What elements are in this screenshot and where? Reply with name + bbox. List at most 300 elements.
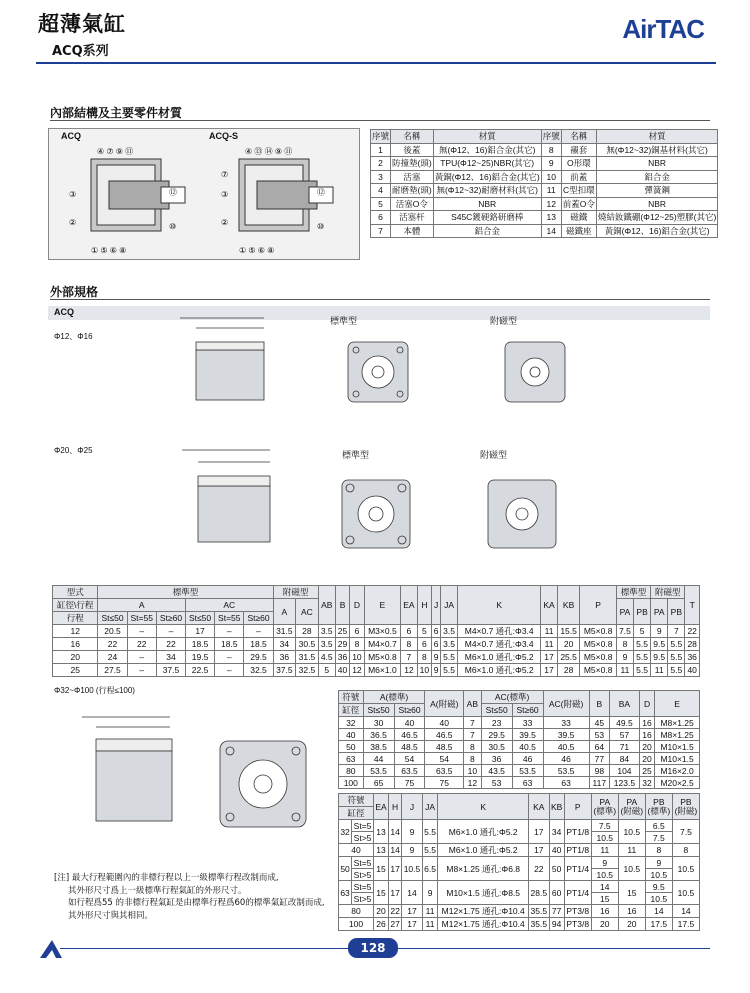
table-cell: 94 xyxy=(549,918,564,931)
table-cell: 8 xyxy=(645,844,672,857)
table-cell: 11 xyxy=(618,844,645,857)
table-cell: 14 xyxy=(402,881,423,905)
table-cell: 17 xyxy=(541,651,558,664)
table-cell: 13 xyxy=(373,820,388,844)
header-divider xyxy=(36,62,716,64)
table-cell: 8 xyxy=(672,844,699,857)
table-cell: 3.5 xyxy=(318,625,335,638)
table-cell: 50 xyxy=(549,857,564,881)
note-line: 如行程爲55 的非標行程氣缸是由標準行程爲60的標準氣缸改制而成, xyxy=(68,898,325,908)
table-cell: M20×2.5 xyxy=(655,777,700,789)
table-cell: 40 xyxy=(394,717,425,729)
table-cell: 23 xyxy=(481,717,512,729)
spec-table-big-2 xyxy=(338,793,700,931)
table-row xyxy=(339,741,700,753)
table-cell: – xyxy=(215,625,244,638)
table-cell: 40 xyxy=(339,729,364,741)
table-cell: M3×0.5 xyxy=(364,625,401,638)
table-cell: M5×0.8 xyxy=(580,638,617,651)
table-cell: 22 xyxy=(685,625,700,638)
table-cell: 活塞 xyxy=(391,170,434,184)
table-cell: 19.5 xyxy=(186,651,215,664)
table-cell: 11 xyxy=(591,844,618,857)
table-cell: 32.5 xyxy=(244,664,273,677)
table-cell: 後蓋 xyxy=(391,143,434,157)
h-t: St=55 xyxy=(127,612,156,625)
table-cell: 8 xyxy=(541,143,561,157)
table-cell: St>5 xyxy=(352,832,374,844)
table-cell: 5 xyxy=(417,625,431,638)
h-ac2: AC(附磁) xyxy=(543,691,589,717)
svg-text:②: ② xyxy=(221,218,229,227)
table-cell: 5.5 xyxy=(441,651,458,664)
table-cell: 16 xyxy=(639,729,654,741)
table-cell: M6×1.0 通孔:Φ5.2 xyxy=(458,664,541,677)
footnote xyxy=(54,872,325,922)
h-ac1: AC(標準) xyxy=(481,691,543,704)
table-cell: 9 xyxy=(591,857,618,869)
acqs-label: ACQ-S xyxy=(209,131,238,141)
table-cell: 25.5 xyxy=(557,651,580,664)
table-cell: M5×0.8 xyxy=(580,664,617,677)
h-a1: A(標準) xyxy=(363,691,425,704)
table-cell: 46 xyxy=(512,753,543,765)
table-cell: 75 xyxy=(425,777,464,789)
table-cell: 14 xyxy=(389,820,402,844)
table-cell: PT1/8 xyxy=(564,844,591,857)
table-cell: 32 xyxy=(339,717,364,729)
h-t: St≤50 xyxy=(186,612,215,625)
table-cell: 磁鐵座 xyxy=(561,224,596,238)
table-cell: 10.5 xyxy=(672,857,699,881)
h-col: JA xyxy=(441,586,458,625)
table-cell: 10.5 xyxy=(618,820,645,844)
acq-label: ACQ xyxy=(61,131,81,141)
h3: K xyxy=(438,794,529,820)
table-row xyxy=(339,729,700,741)
table-cell: 34 xyxy=(273,638,296,651)
table-cell: 39.5 xyxy=(512,729,543,741)
table-cell: 10 xyxy=(541,170,561,184)
table-cell: 77 xyxy=(549,905,564,918)
table-cell: 14 xyxy=(541,224,561,238)
table-cell: 36 xyxy=(481,753,512,765)
table-cell: M6×1.0 通孔:Φ5.2 xyxy=(438,844,529,857)
svg-text:① ⑤ ⑥ ⑧: ① ⑤ ⑥ ⑧ xyxy=(91,246,127,255)
table-cell: St>5 xyxy=(352,869,374,881)
table-cell: 10.5 xyxy=(645,893,672,905)
table-row xyxy=(371,170,718,184)
table-cell: 8 xyxy=(350,638,364,651)
table-cell: 63 xyxy=(543,777,589,789)
table-cell: – xyxy=(127,625,156,638)
table-cell: 5.5 xyxy=(634,638,651,651)
h-bore: 缸徑 xyxy=(339,807,374,820)
table-cell: M16×2.0 xyxy=(655,765,700,777)
table-cell: 38.5 xyxy=(363,741,394,753)
table-cell: 11 xyxy=(422,905,438,918)
table-cell: 10 xyxy=(464,765,482,777)
table-cell: 20 xyxy=(639,741,654,753)
table-cell: 30.5 xyxy=(481,741,512,753)
table-cell: 17 xyxy=(389,857,402,881)
table-cell: 6 xyxy=(401,625,418,638)
h3: JA xyxy=(422,794,438,820)
table-cell: S45C鍍硬鉻研磨棒 xyxy=(433,211,541,225)
table-cell: 無(Φ12、16)鋁合金(其它) xyxy=(433,143,541,157)
table-cell: 32 xyxy=(339,820,352,844)
table-cell: 8 xyxy=(417,651,431,664)
table-cell: M8×1.25 通孔:Φ6.8 xyxy=(438,857,529,881)
table-cell: 29.5 xyxy=(481,729,512,741)
table-cell: 98 xyxy=(589,765,609,777)
table-cell: 33 xyxy=(543,717,589,729)
table-cell: 43.5 xyxy=(481,765,512,777)
table-cell: 6 xyxy=(432,625,441,638)
table-cell: PT1/8 xyxy=(564,820,591,844)
table-cell: 9 xyxy=(541,157,561,171)
table-cell: 10.5 xyxy=(591,869,618,881)
table-cell: 10.5 xyxy=(402,857,423,881)
size-big-label: Φ32~Φ100 (行程≤100) xyxy=(54,686,135,695)
table-cell: 7 xyxy=(401,651,418,664)
table-cell: 6 xyxy=(417,638,431,651)
table-cell: 40.5 xyxy=(512,741,543,753)
table-cell: 25 xyxy=(335,625,349,638)
table-cell: 8 xyxy=(401,638,418,651)
table-cell: M12×1.75 通孔:Φ10.4 xyxy=(438,905,529,918)
table-cell: 13 xyxy=(541,211,561,225)
table-cell: 8 xyxy=(616,638,633,651)
table-cell: 5.5 xyxy=(424,845,436,855)
svg-text:⑫: ⑫ xyxy=(317,188,325,197)
table-cell: M8×1.25 xyxy=(655,717,700,729)
table-cell: 13 xyxy=(373,844,388,857)
table-cell: M5×0.8 xyxy=(580,651,617,664)
table-cell: 5.5 xyxy=(422,820,438,844)
h3: P xyxy=(564,794,591,820)
table-cell: 前蓋O令 xyxy=(562,198,595,209)
table-row xyxy=(339,753,700,765)
table-cell: 17 xyxy=(402,905,423,918)
table-cell: 40 xyxy=(549,844,564,857)
table-cell: 18.5 xyxy=(244,638,273,651)
size-mid-label: Φ20、Φ25 xyxy=(54,446,93,455)
svg-text:① ⑤ ⑥ ⑧: ① ⑤ ⑥ ⑧ xyxy=(239,246,275,255)
table-cell: 22.5 xyxy=(186,664,215,677)
table-cell: 100 xyxy=(339,918,374,931)
table-cell: 50 xyxy=(339,741,364,753)
spec-table-big-1 xyxy=(338,690,700,789)
table-cell: 117 xyxy=(589,777,609,789)
table-cell: PT3/8 xyxy=(564,905,591,918)
table-cell: 11 xyxy=(541,184,561,198)
mag-type-label-2: 附磁型 xyxy=(480,450,508,460)
table-cell: 10 xyxy=(417,664,431,677)
table-cell: PT3/8 xyxy=(564,918,591,931)
table-cell: 20 xyxy=(618,918,645,931)
table-cell: 9.5 xyxy=(651,651,668,664)
h3: KB xyxy=(549,794,564,820)
table-cell: 12 xyxy=(401,664,418,677)
page-title: 超薄氣缸 xyxy=(38,12,126,36)
table-cell: 26 xyxy=(373,918,388,931)
table-cell: M4×0.7 通孔:Φ3.4 xyxy=(458,638,541,651)
table-row xyxy=(371,143,718,157)
table-cell: 本體 xyxy=(391,224,434,238)
materials-table xyxy=(370,129,718,238)
table-cell: M8×1.25 xyxy=(655,729,700,741)
h-col: H xyxy=(417,586,431,625)
table-cell: 60 xyxy=(549,881,564,905)
table-cell: 46.5 xyxy=(394,729,425,741)
table-cell: 15 xyxy=(618,881,645,905)
h-t: St≤50 xyxy=(98,612,127,625)
table-cell: 11 xyxy=(422,918,438,931)
table-cell: 7 xyxy=(668,625,685,638)
table-cell: 8 xyxy=(464,753,482,765)
note-line: [注] 最大行程範圍內的非標行程以上一級標準行程改制而成, xyxy=(54,873,279,883)
table-cell: 40.5 xyxy=(543,741,589,753)
table-cell: 5.5 xyxy=(634,664,651,677)
table-row xyxy=(339,881,700,893)
table-row xyxy=(371,197,718,211)
table-cell: 44 xyxy=(363,753,394,765)
table-cell: 7 xyxy=(464,717,482,729)
table-cell: 100 xyxy=(339,777,364,789)
table-cell: 12 xyxy=(541,197,561,211)
table-cell: 28 xyxy=(557,664,580,677)
h-t: St≥60 xyxy=(512,704,543,717)
table-cell: 48.5 xyxy=(425,741,464,753)
table-cell: 80 xyxy=(339,765,364,777)
table-row xyxy=(339,717,700,729)
table-cell: 54 xyxy=(425,753,464,765)
table-cell: 10.5 xyxy=(672,881,699,905)
h-sym: 符號 xyxy=(339,794,374,807)
table-cell: 35.5 xyxy=(529,918,550,931)
table-cell: 9 xyxy=(651,625,668,638)
h-e: E xyxy=(655,691,700,717)
table-cell: 64 xyxy=(589,741,609,753)
table-cell: 63 xyxy=(339,753,364,765)
table-cell: 10.5 xyxy=(591,832,618,844)
table-cell: 5.5 xyxy=(668,651,685,664)
svg-text:⑩: ⑩ xyxy=(317,222,325,231)
table-cell: 3.5 xyxy=(318,638,335,651)
mat-head: 序號 xyxy=(372,131,390,142)
table-cell: 22 xyxy=(529,857,550,881)
table-cell: 32.5 xyxy=(296,664,319,677)
table-cell: 36 xyxy=(273,651,296,664)
h-a: A xyxy=(98,599,186,612)
table-cell: 12 xyxy=(53,625,98,638)
h-col: PA xyxy=(651,599,668,625)
table-cell: St=5 xyxy=(352,857,374,869)
table-cell: 15 xyxy=(373,857,388,881)
h-t: St≥60 xyxy=(244,612,273,625)
h-t: St≥60 xyxy=(394,704,425,717)
h-d: D xyxy=(639,691,654,717)
table-cell: – xyxy=(127,651,156,664)
table-cell: 4.5 xyxy=(318,651,335,664)
table-row xyxy=(371,224,718,238)
table-cell: 17.5 xyxy=(672,918,699,931)
table-cell: 36.5 xyxy=(363,729,394,741)
table-cell: – xyxy=(215,664,244,677)
table-cell: 4 xyxy=(371,184,391,198)
table-cell: 31.5 xyxy=(273,625,296,638)
table-cell: 40 xyxy=(685,664,700,677)
table-cell: 16 xyxy=(639,717,654,729)
table-row xyxy=(371,211,718,225)
table-cell: 84 xyxy=(610,753,640,765)
h3: KA xyxy=(529,794,550,820)
mat-head: 序號 xyxy=(542,131,560,142)
table-row xyxy=(339,844,700,857)
table-cell: 18.5 xyxy=(186,638,215,651)
table-cell: PT1/4 xyxy=(564,881,591,905)
dimension-drawings-svg xyxy=(160,300,620,580)
table-cell: 7 xyxy=(371,224,391,238)
table-cell: 11 xyxy=(541,625,558,638)
h-col: EA xyxy=(401,586,418,625)
table-cell: 7.5 xyxy=(645,832,672,844)
table-cell: 20 xyxy=(373,905,388,918)
table-cell: TPU(Φ12~25)NBR(其它) xyxy=(433,157,541,171)
table-cell: O形環 xyxy=(561,157,596,171)
table-cell: 5 xyxy=(318,664,335,677)
table-row xyxy=(339,857,700,869)
section-divider xyxy=(50,120,710,121)
table-cell: 活塞杆 xyxy=(391,211,434,225)
h3: PB (附磁) xyxy=(672,794,699,820)
h-col: PB xyxy=(634,599,651,625)
table-cell: 9.5 xyxy=(651,638,668,651)
table-cell: 前蓋 xyxy=(561,170,596,184)
spec-table-small xyxy=(52,585,700,677)
table-cell: 63 xyxy=(512,777,543,789)
table-cell: 6 xyxy=(350,625,364,638)
cross-section-svg xyxy=(49,129,359,259)
table-cell: M6×1.0 通孔:Φ5.2 xyxy=(438,820,529,844)
svg-text:④ ⑬ ⑭ ⑨ ⑪: ④ ⑬ ⑭ ⑨ ⑪ xyxy=(245,147,293,156)
table-cell: 14 xyxy=(591,881,618,893)
table-cell: 77 xyxy=(589,753,609,765)
table-cell: 71 xyxy=(610,741,640,753)
brand-mark-icon xyxy=(40,940,62,958)
table-cell: 29 xyxy=(335,638,349,651)
table-cell: 6.5 xyxy=(645,820,672,832)
table-cell: 9.5 xyxy=(645,881,672,893)
table-cell: 3 xyxy=(371,170,391,184)
h-b: B xyxy=(589,691,609,717)
table-cell: 9 xyxy=(402,820,423,844)
table-cell: 彈簧鋼 xyxy=(596,184,717,198)
std-type-label: 標準型 xyxy=(330,316,358,326)
table-cell: – xyxy=(127,664,156,677)
table-cell: M6×1.0 通孔:Φ5.2 xyxy=(458,651,541,664)
table-cell: 104 xyxy=(610,765,640,777)
h3: EA xyxy=(373,794,388,820)
table-cell: 3.5 xyxy=(441,638,458,651)
table-cell: NBR xyxy=(596,197,717,211)
table-cell: 46.5 xyxy=(425,729,464,741)
table-cell: 7 xyxy=(464,729,482,741)
h-ab: AB xyxy=(464,691,482,717)
table-cell: 17 xyxy=(389,881,402,905)
table-cell: 9 xyxy=(432,651,441,664)
table-cell: 11 xyxy=(541,638,558,651)
table-cell: 磁鐵 xyxy=(561,211,596,225)
table-cell: 12 xyxy=(464,777,482,789)
table-cell: 7.5 xyxy=(672,820,699,844)
table-cell: 40 xyxy=(339,844,374,857)
table-cell: 36 xyxy=(335,651,349,664)
mat-head: 材質 xyxy=(596,130,717,144)
table-cell: 27.5 xyxy=(98,664,127,677)
table-cell: 5.5 xyxy=(441,664,458,677)
table-cell: 9 xyxy=(402,844,423,857)
h-ba: BA xyxy=(610,691,640,717)
table-cell: 8 xyxy=(464,741,482,753)
h-col: P xyxy=(580,586,617,625)
table-cell: 34 xyxy=(156,651,185,664)
table-cell: 31.5 xyxy=(296,651,319,664)
table-cell: 14 xyxy=(645,905,672,918)
big-bore-drawing-svg xyxy=(60,705,340,850)
table-cell: 28 xyxy=(685,638,700,651)
table-cell: 53.5 xyxy=(512,765,543,777)
h-ac: AC xyxy=(186,599,274,612)
h-col: KB xyxy=(557,586,580,625)
table-cell: 17 xyxy=(529,844,550,857)
table-cell: 18.5 xyxy=(215,638,244,651)
table-cell: 11 xyxy=(651,664,668,677)
svg-text:⑦: ⑦ xyxy=(221,170,229,179)
table-cell: St=5 xyxy=(352,820,374,832)
series-subtitle: ACQ系列 xyxy=(52,44,109,59)
table-cell: 5.5 xyxy=(668,638,685,651)
h-col: J xyxy=(432,586,441,625)
table-cell: 123.5 xyxy=(610,777,640,789)
table-cell: 30 xyxy=(363,717,394,729)
table-cell: 黃銅(Φ12、16)鋁合金(其它) xyxy=(596,224,717,238)
table-cell: 襯套 xyxy=(561,143,596,157)
table-cell: 29.5 xyxy=(244,651,273,664)
h-t: St≤50 xyxy=(481,704,512,717)
table-cell: 16 xyxy=(618,905,645,918)
table-cell: 6 xyxy=(371,211,391,225)
table-cell: 50 xyxy=(339,857,352,881)
table-row xyxy=(371,157,718,171)
table-cell: 14 xyxy=(390,845,400,855)
table-cell: 53 xyxy=(589,729,609,741)
h-a: A xyxy=(273,599,296,625)
table-cell: 22 xyxy=(390,906,400,916)
table-cell: 9 xyxy=(422,881,438,905)
h-col: D xyxy=(350,586,364,625)
table-cell: 黃銅(Φ12、16)鋁合金(其它) xyxy=(434,171,540,182)
table-row xyxy=(53,625,700,638)
h-model: 型式 xyxy=(53,586,98,599)
h-bore: 缸徑\行程 xyxy=(53,599,98,612)
table-cell: 17 xyxy=(186,625,215,638)
table-cell: M4×0.7 xyxy=(364,638,401,651)
table-cell: 無(Φ12~32)銅基材料(其它) xyxy=(596,143,717,157)
table-cell: 63.5 xyxy=(394,765,425,777)
table-cell: 36 xyxy=(685,651,700,664)
